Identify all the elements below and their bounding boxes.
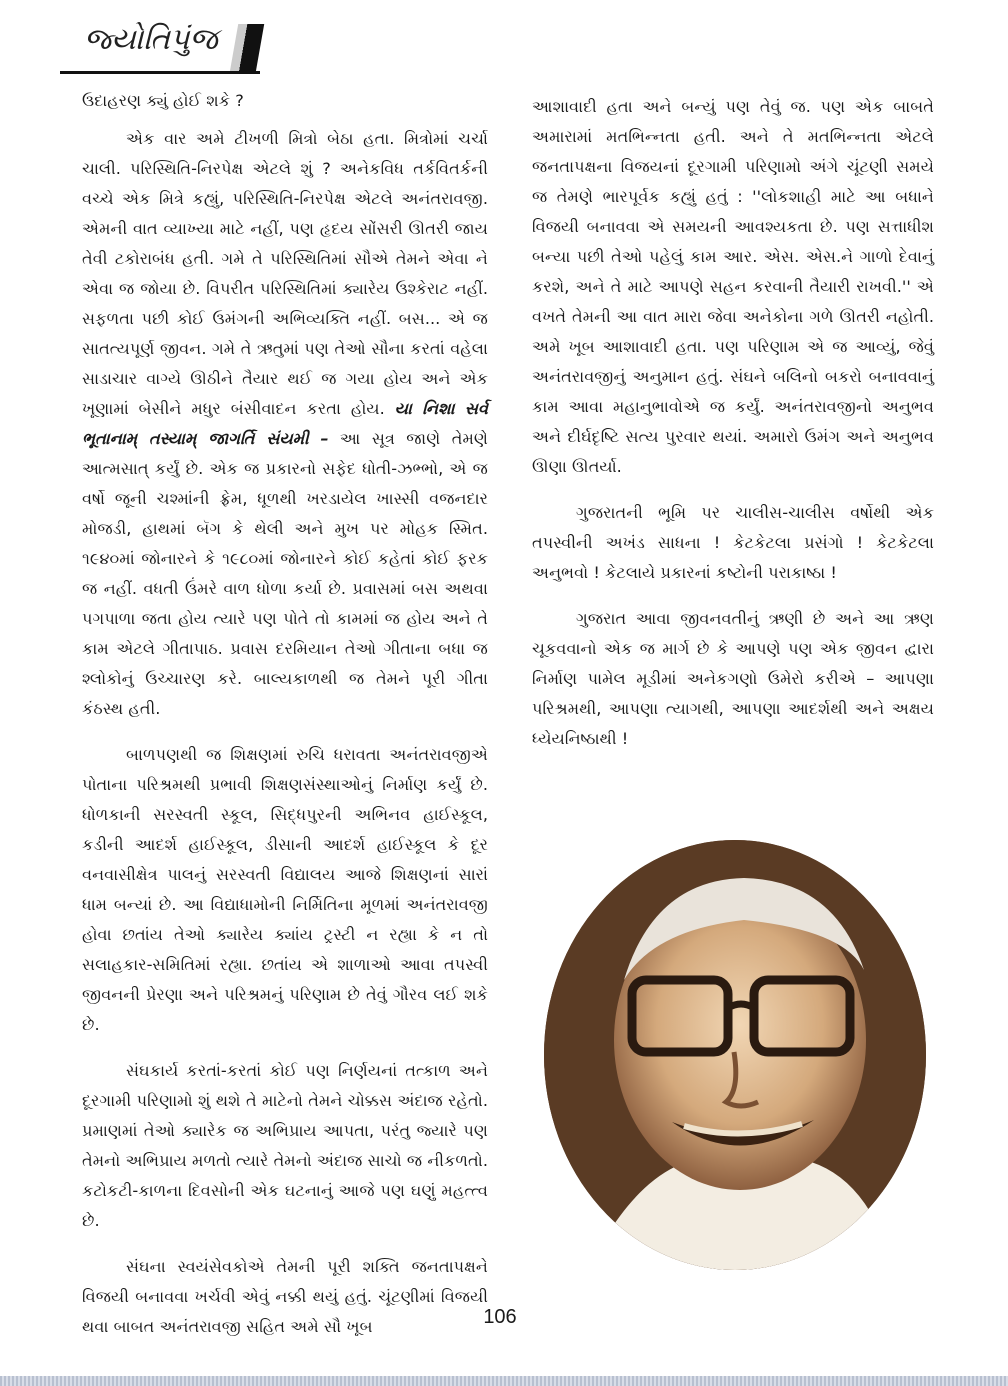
paragraph: સંઘના સ્વયંસેવકોએ તેમની પૂરી શક્તિ જનતાપક્ષને વિજયી બનાવવા ખર્ચવી એવું નક્કી થયું હતું. ચૂંટણીમાં વિજયી થવા બાબત અનંતરાવજી સહિત અમે સૌ ખૂબ: [82, 1257, 488, 1336]
sanskrit-quote: યા નિશા સર્વ ભૂતાનામ્ તસ્યામ્ જાગર્તિ સંયમી –: [82, 399, 488, 448]
right-column: [532, 92, 934, 770]
portrait-illustration: [544, 840, 926, 1270]
paragraph-text: એક વાર અમે ટીખળી મિત્રો બેઠા હતા. મિત્રોમાં ચર્ચા ચાલી. પરિસ્થિતિ-નિરપેક્ષ એટલે શું ? અનેકવિધ તર્કવિતર્કની વચ્ચે એક મિત્રે કહ્યું, પરિસ્થિતિ-નિરપેક્ષ એટલે અનંતરાવજી. એમની વાત વ્યાખ્યા માટે નહીં, પણ હૃદય સોંસરી ઊતરી જાય તેવી ટકોરાબંધ હતી. ગમે તે પરિસ્થિતિમાં સૌએ તેમને એવા ને એવા જ જોયા છે. વિપરીત પરિસ્થિતિમાં ક્યારેય ઉશ્કેરાટ નહીં. સફળતા પછી કોઈ ઉમંગની અભિવ્યક્તિ નહીં. બસ... એ જ સાતત્યપૂર્ણ જીવન. ગમે તે ઋતુમાં પણ તેઓ સૌના કરતાં વહેલા સાડાચાર વાગ્યે ઊઠીને તૈયાર થઈ જ ગયા હોય અને એક ખૂણામાં બેસીને મધુર બંસીવાદન કરતા હોય.: [82, 129, 488, 418]
header-decoration: [230, 24, 264, 72]
paragraph: [82, 124, 488, 724]
paragraph: ગુજરાતની ભૂમિ પર ચાલીસ-ચાલીસ વર્ષોથી એક તપસ્વીની અખંડ સાધના ! કેટકેટલા પ્રસંગો ! કેટકેટલા અનુભવો ! કેટલાયે પ્રકારનાં કષ્ટોની પરાકાષ્ઠા !: [532, 503, 934, 582]
paragraph: સંઘકાર્ય કરતાં-કરતાં કોઈ પણ નિર્ણયનાં તત્કાળ અને દૂરગામી પરિણામો શું થશે તે માટેનો તેમને ચોક્કસ અંદાજ રહેતો. પ્રમાણમાં તેઓ ક્યારેક જ અભિપ્રાય આપતા, પરંતુ જ્યારે પણ તેમનો અભિપ્રાય મળતો ત્યારે તેમનો અંદાજ સાચો જ નીકળતો. કટોકટી-કાળના દિવસોની એક ઘટનાનું આજે પણ ઘણું મહત્ત્વ છે.: [82, 1061, 488, 1230]
section-title: જ્યોતિપુંજ: [84, 22, 218, 57]
bottom-border: [0, 1376, 1008, 1386]
paragraph: આશાવાદી હતા અને બન્યું પણ તેવું જ. પણ એક બાબતે અમારામાં મતભિન્નતા હતી. અને તે મતભિન્નતા એટલે જનતાપક્ષના વિજયનાં દૂરગામી પરિણામો અંગે ચૂંટણી સમયે જ તેમણે ભારપૂર્વક કહ્યું હતું : ''લોકશાહી માટે આ બધાને વિજયી બનાવવા એ સમયની આવશ્યકતા છે. પણ સત્તાધીશ બન્યા પછી તેઓ પહેલું કામ આર. એસ. એસ.ને ગાળો દેવાનું કરશે, અને તે માટે આપણે સહન કરવાની તૈયારી રાખવી.'' એ વખતે તેમની આ વાત મારા જેવા અનેકોના ગળે ઊતરી નહોતી. અમે ખૂબ આશાવાદી હતા. પણ પરિણામ એ જ આવ્યું, જેવું અનંતરાવજીનું અનુમાન હતું. સંઘને બલિનો બકરો બનાવવાનું કામ આવા મહાનુભાવોએ જ કર્યું. અનંતરાવજીનો અનુભવ અને દીર્ઘદૃષ્ટિ સત્ય પુરવાર થયાં. અમારો ઉમંગ અને અનુભવ ઊણા ઊતર્યા.: [532, 97, 934, 476]
paragraph-text: આ સૂત્ર જાણે તેમણે આત્મસાત્ કર્યું છે. એક જ પ્રકારનો સફેદ ધોતી-ઝભ્ભો, એ જ વર્ષો જૂની ચશ્માંની ફ્રેમ, ધૂળથી ખરડાયેલ ખાસ્સી વજનદાર મોજડી, હાથમાં બૅગ કે થેલી અને મુખ પર મોહક સ્મિત. ૧૯૪૦માં જોનારને કે ૧૯૮૦માં જોનારને કોઈ કહેતાં કોઈ ફરક જ નહીં. વધતી ઉંમરે વાળ ધોળા કર્યા છે. પ્રવાસમાં બસ અથવા પગપાળા જતા હોય ત્યારે પણ પોતે તો કામમાં જ હોય અને તે કામ એટલે ગીતાપાઠ. પ્રવાસ દરમિયાન તેઓ ગીતાના બધા જ શ્લોકોનું ઉચ્ચારણ કરે. બાલ્યકાળથી જ તેમને પૂરી ગીતા કંઠસ્થ હતી.: [82, 429, 488, 718]
left-column: [82, 86, 488, 1358]
paragraph: ગુજરાત આવા જીવનવતીનું ઋણી છે અને આ ઋણ ચૂકવવાનો એક જ માર્ગ છે કે આપણે પણ એક જીવન દ્વારા નિર્માણ પામેલ મૂડીમાં અનેકગણો ઉમેરો કરીએ – આપણા પરિશ્રમથી, આપણા ત્યાગથી, આપણા આદર્શથી અને અક્ષય ધ્યેયનિષ્ઠાથી !: [532, 609, 934, 748]
page-number: 106: [483, 1306, 517, 1328]
paragraph: બાળપણથી જ શિક્ષણમાં રુચિ ધરાવતા અનંતરાવજીએ પોતાના પરિશ્રમથી પ્રભાવી શિક્ષણસંસ્થાઓનું નિર્માણ કર્યું છે. ધોળકાની સરસ્વતી સ્કૂલ, સિદ્ધપુરની અભિનવ હાઈસ્કૂલ, કડીની આદર્શ હાઈસ્કૂલ, ડીસાની આદર્શ હાઈસ્કૂલ કે દૂર વનવાસીક્ષેત્ર પાલનું સરસ્વતી વિદ્યાલય આજે શિક્ષણનાં સારાં ધામ બન્યાં છે. આ વિદ્યાધામોની નિર્મિતિના મૂળમાં અનંતરાવજી હોવા છતાંય તેઓ ક્યારેય ક્યાંય ટ્રસ્ટી ન રહ્યા કે ન તો સલાહકાર-સમિતિમાં રહ્યા. છતાંય એ શાળાઓ આવા તપસ્વી જીવનની પ્રેરણા અને પરિશ્રમનું પરિણામ છે તેવું ગૌરવ લઈ શકે છે.: [82, 745, 488, 1034]
paragraph: ઉદાહરણ ક્યું હોઈ શકે ?: [82, 91, 244, 110]
header-underline: [60, 71, 260, 74]
page-header: [60, 18, 260, 74]
portrait-photo: [544, 840, 926, 1270]
